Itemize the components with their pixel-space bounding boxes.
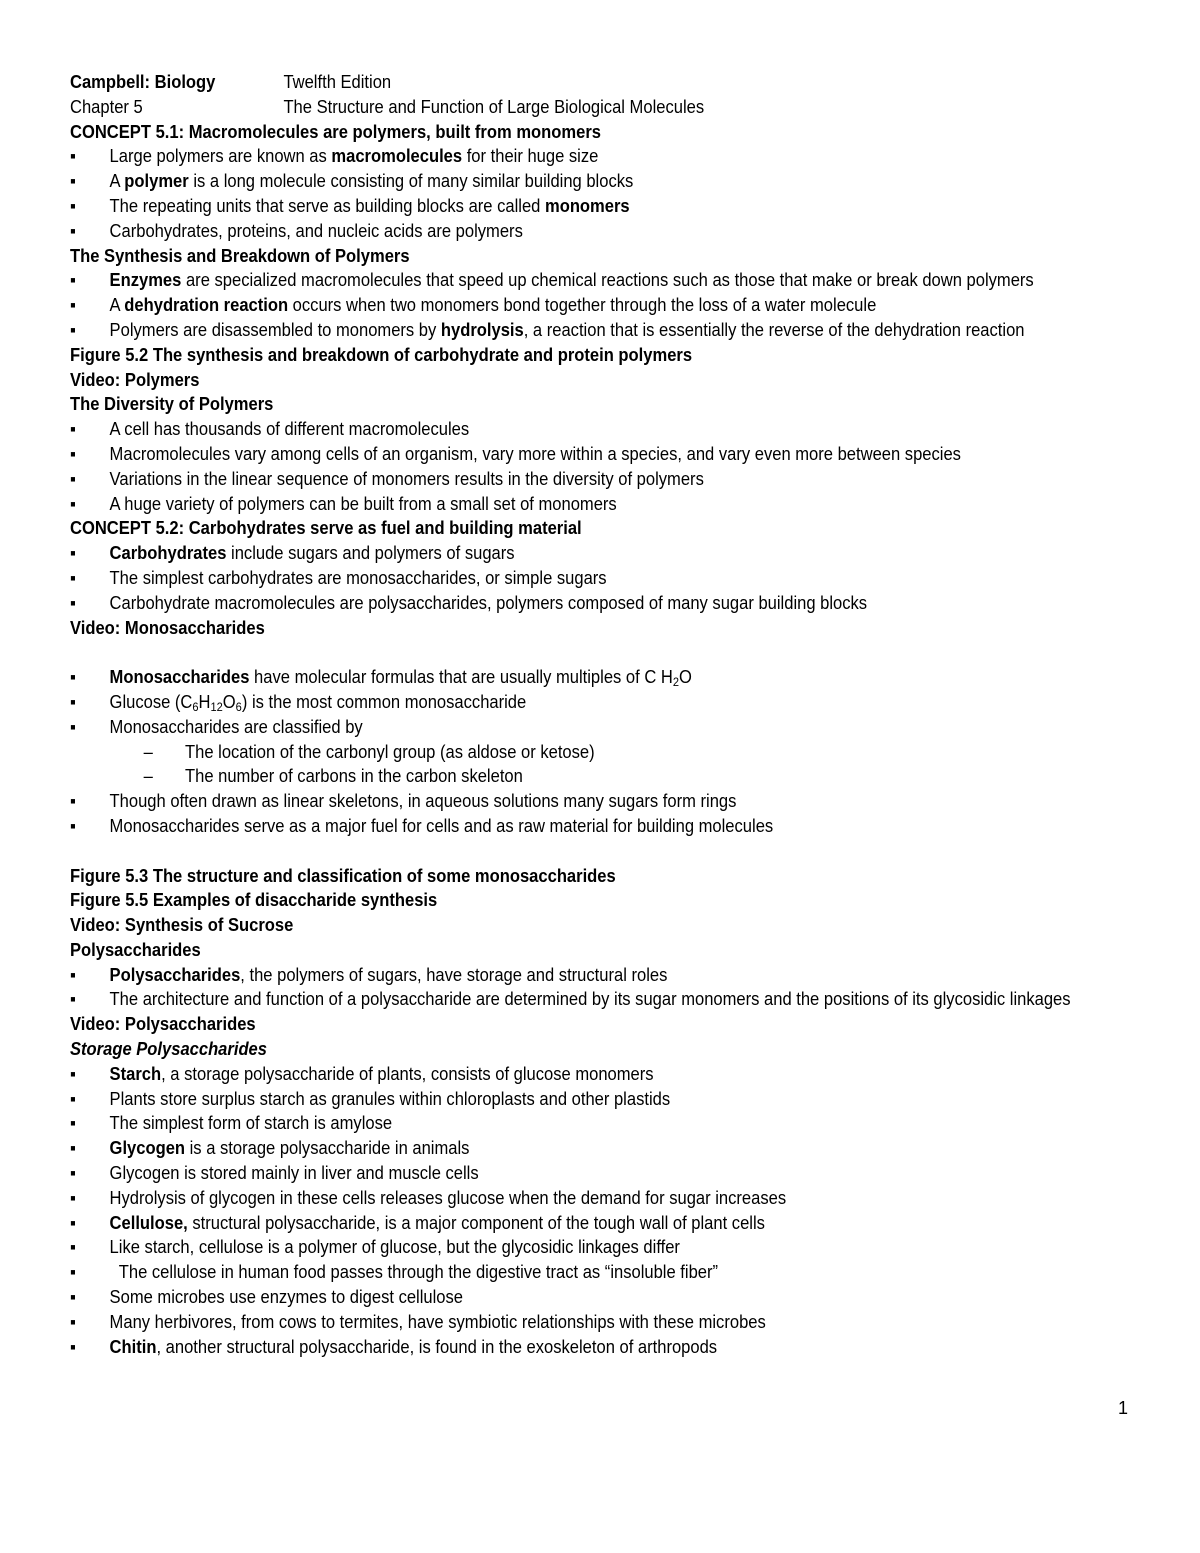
list-item: ▪ Some microbes use enzymes to digest cellulose [70, 1285, 1045, 1310]
list-item: ▪ The simplest form of starch is amylose [70, 1111, 1045, 1136]
sub-list-item: – The number of carbons in the carbon skeleton [70, 764, 1045, 789]
list-item: ▪ Glucose $(C_6H_{12}O_6)$ is the most common monosaccharide [70, 691, 527, 714]
list-item: ▪ Monosaccharides are classified by [70, 715, 1045, 740]
list-item: ▪ Monosaccharides serve as a major fuel for cells and as raw material for building molecules [70, 814, 1045, 839]
bullet-icon: ▪ [70, 567, 76, 588]
list-item: ▪ Starch, a storage polysaccharide of plants, consists of glucose monomers [70, 1062, 1045, 1087]
list-item: ▪ A polymer is a long molecule consisting of many similar building blocks [70, 169, 1045, 194]
bullet-icon: ▪ [70, 989, 76, 1010]
bullet-icon: ▪ [70, 1163, 76, 1184]
book-info-row [70, 70, 1045, 95]
bullet-icon: ▪ [70, 691, 76, 712]
list-item: ▪ Like starch, cellulose is a polymer of glucose, but the glycosidic linkages differ [70, 1235, 1045, 1260]
list-item: ▪ A huge variety of polymers can be built from a small set of monomers [70, 492, 1045, 517]
section-heading: The Diversity of Polymers [70, 394, 274, 415]
section-heading: Polysaccharides [70, 939, 201, 960]
list-item: ▪ Carbohydrates include sugars and polymers of sugars [70, 541, 1045, 566]
list-item: ▪ Plants store surplus starch as granules within chloroplasts and other plastids [70, 1087, 1045, 1112]
spacer [70, 839, 1045, 864]
bullet-icon: ▪ [70, 791, 76, 812]
list-item: ▪ Many herbivores, from cows to termites, have symbiotic relationships with these microbes [70, 1310, 1045, 1335]
bullet-icon: ▪ [70, 146, 76, 167]
bullet-icon: ▪ [70, 667, 76, 688]
subsection-heading: Storage Polysaccharides [70, 1039, 267, 1060]
list-item: ▪ Though often drawn as linear skeletons, in aqueous solutions many sugars form rings [70, 789, 1045, 814]
bullet-icon: ▪ [70, 443, 76, 464]
list-item: ▪ Enzymes are specialized macromolecules that speed up chemical reactions such as those that make or break down polymers [70, 268, 1045, 293]
sub-list-item: – The location of the carbonyl group (as aldose or ketose) [70, 740, 1045, 765]
concept-5-2-heading: CONCEPT 5.2: Carbohydrates serve as fuel and building material [70, 518, 582, 539]
figure-caption: Figure 5.3 The structure and classification of some monosaccharides [70, 865, 616, 886]
video-label: Video: Polymers [70, 369, 200, 390]
bullet-icon: ▪ [70, 220, 76, 241]
list-item: ▪ The architecture and function of a polysaccharide are determined by its sugar monomers and the positions of its glycosidic linkages [70, 987, 1103, 1012]
video-label: Video: Polysaccharides [70, 1014, 256, 1035]
page-number: 1 [1117, 1398, 1128, 1418]
list-item: ▪ The simplest carbohydrates are monosaccharides, or simple sugars [70, 566, 1045, 591]
bullet-icon: ▪ [70, 1187, 76, 1208]
figure-caption: Figure 5.5 Examples of disaccharide synthesis [70, 890, 438, 911]
figure-caption: Figure 5.2 The synthesis and breakdown of carbohydrate and protein polymers [70, 344, 693, 365]
list-item: ▪ A dehydration reaction occurs when two monomers bond together through the loss of a water molecule [70, 293, 1045, 318]
spacer [70, 640, 1045, 665]
chapter-title: The Structure and Function of Large Biological Molecules [283, 96, 705, 117]
bullet-icon: ▪ [70, 815, 76, 836]
list-item: ▪ Polysaccharides, the polymers of sugars, have storage and structural roles [70, 963, 1045, 988]
list-item: ▪ Glycogen is stored mainly in liver and muscle cells [70, 1161, 1045, 1186]
bullet-icon: ▪ [70, 171, 76, 192]
bullet-icon: ▪ [70, 964, 76, 985]
list-item: ▪ The repeating units that serve as building blocks are called monomers [70, 194, 1045, 219]
document-page [70, 70, 1071, 1359]
bullet-icon: ▪ [70, 716, 76, 737]
list-item: ▪ Glycogen is a storage polysaccharide in animals [70, 1136, 1045, 1161]
bullet-icon: ▪ [70, 295, 76, 316]
list-item: ▪ Carbohydrate macromolecules are polysaccharides, polymers composed of many sugar building blocks [70, 591, 1045, 616]
bullet-icon: ▪ [70, 1311, 76, 1332]
list-item: ▪ Macromolecules vary among cells of an organism, vary more within a species, and vary even more between species [70, 442, 1045, 467]
list-item: ▪ Variations in the linear sequence of monomers results in the diversity of polymers [70, 467, 1045, 492]
bullet-icon: ▪ [70, 1262, 76, 1283]
list-item: ▪ Large polymers are known as macromolecules for their huge size [70, 144, 1045, 169]
bullet-icon: ▪ [70, 468, 76, 489]
bullet-icon: ▪ [70, 319, 76, 340]
bullet-icon: ▪ [70, 1287, 76, 1308]
chapter-info-row [70, 95, 1045, 120]
list-item: ▪ Monosaccharides have molecular formulas that are usually multiples of C $H_2O$ [70, 667, 692, 690]
dash-icon: – [143, 741, 153, 762]
bullet-icon: ▪ [70, 1088, 76, 1109]
dash-icon: – [143, 766, 153, 787]
list-item: ▪ Cellulose, structural polysaccharide, is a major component of the tough wall of plant cells [70, 1211, 1045, 1236]
list-item: ▪ Polymers are disassembled to monomers by hydrolysis, a reaction that is essentially the reverse of the dehydration reaction [70, 318, 1045, 343]
list-item: ▪ The cellulose in human food passes through the digestive tract as “insoluble fiber” [70, 1260, 1045, 1285]
bullet-icon: ▪ [70, 493, 76, 514]
list-item: ▪ Chitin, another structural polysaccharide, is found in the exoskeleton of arthropods [70, 1335, 1045, 1360]
section-heading: The Synthesis and Breakdown of Polymers [70, 245, 410, 266]
list-item: ▪ A cell has thousands of different macromolecules [70, 417, 1045, 442]
bullet-icon: ▪ [70, 1138, 76, 1159]
list-item: ▪ Hydrolysis of glycogen in these cells releases glucose when the demand for sugar increases [70, 1186, 1045, 1211]
bullet-icon: ▪ [70, 1063, 76, 1084]
bullet-icon: ▪ [70, 195, 76, 216]
chapter-number: Chapter 5 [70, 96, 143, 117]
book-title: Campbell: Biology [70, 72, 216, 92]
book-edition: Twelfth Edition [283, 72, 392, 92]
bullet-icon: ▪ [70, 1113, 76, 1134]
concept-5-1-heading: CONCEPT 5.1: Macromolecules are polymers, built from monomers [70, 121, 601, 142]
video-label: Video: Monosaccharides [70, 617, 265, 638]
bullet-icon: ▪ [70, 1336, 76, 1357]
bullet-icon: ▪ [70, 543, 76, 564]
bullet-icon: ▪ [70, 1212, 76, 1233]
bullet-icon: ▪ [70, 419, 76, 440]
list-item: ▪ Carbohydrates, proteins, and nucleic acids are polymers [70, 219, 1045, 244]
video-label: Video: Synthesis of Sucrose [70, 915, 294, 936]
bullet-icon: ▪ [70, 1237, 76, 1258]
bullet-icon: ▪ [70, 270, 76, 291]
bullet-icon: ▪ [70, 592, 76, 613]
